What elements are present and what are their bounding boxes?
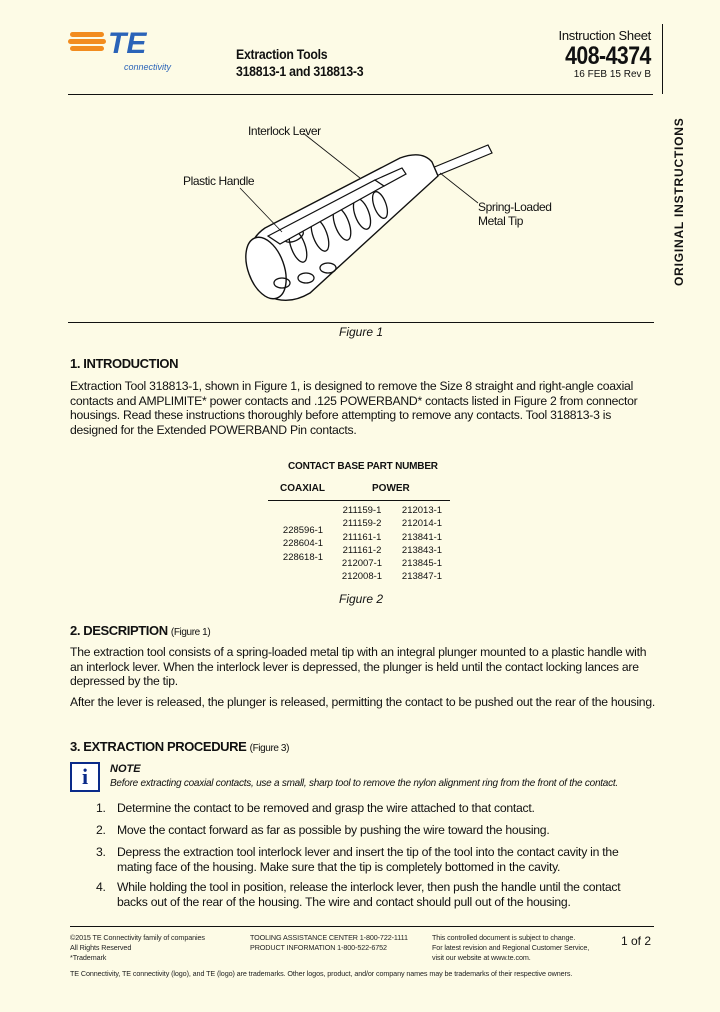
info-icon: i — [81, 764, 89, 789]
power-column-b — [394, 504, 450, 584]
step-number: 4. — [96, 880, 106, 894]
title-line-1: Extraction Tools — [236, 46, 328, 62]
step-number: 1. — [96, 801, 106, 815]
figure-1-caption: Figure 1 — [338, 325, 384, 339]
footer-line: *Trademark — [70, 953, 107, 962]
list-item: 211159-1 — [342, 505, 382, 516]
power-column-a — [334, 504, 390, 584]
list-item: 212008-1 — [341, 571, 383, 583]
section-2-heading — [70, 623, 210, 638]
footer-website-link[interactable]: visit our website at www.te.com. — [432, 953, 531, 962]
brand-sub-text: connectivity — [124, 62, 172, 72]
section-3-title: 3. EXTRACTION PROCEDURE — [70, 739, 247, 754]
te-connectivity-logo — [68, 26, 198, 76]
list-item: 228596-1 — [282, 525, 324, 536]
section-3-heading — [70, 739, 289, 754]
list-item — [96, 845, 641, 874]
step-number: 2. — [96, 823, 106, 837]
step-number: 3. — [96, 845, 106, 859]
note-info-icon — [70, 762, 100, 792]
section-1-heading: 1. INTRODUCTION — [70, 356, 179, 371]
footer-trademark-line: TE Connectivity, TE connectivity (logo), and TE (logo) are trademarks. Other logos, product, and/or company names may be trademarks of their respective owners. — [70, 969, 573, 978]
sheet-info — [550, 28, 651, 80]
document-title — [236, 46, 363, 80]
list-item: 228618-1 — [282, 551, 324, 563]
note-title: NOTE — [110, 763, 141, 775]
figure-1-rule — [68, 322, 654, 323]
title-line-2: 318813-1 and 318813-3 — [236, 63, 364, 79]
list-item: 212013-1 — [401, 505, 443, 516]
list-item: 212014-1 — [401, 518, 443, 530]
list-item: 211159-2 — [342, 518, 382, 530]
table-title: CONTACT BASE PART NUMBER — [288, 461, 438, 472]
table-header-power: POWER — [372, 483, 410, 494]
footer-line: All Rights Reserved — [70, 943, 132, 952]
sheet-date-rev: 16 FEB 15 Rev B — [573, 69, 651, 80]
table-header-coaxial: COAXIAL — [280, 483, 325, 494]
header-divider — [68, 94, 653, 95]
step-text: While holding the tool in position, release the interlock lever, then push the handle until the contact backs out of the rear of the housing. The wire and contact should pull out of the housing. — [117, 880, 621, 909]
list-item: 211161-2 — [342, 544, 382, 556]
footer-line: For latest revision and Regional Customer Service, — [432, 943, 590, 952]
footer-copyright — [70, 933, 230, 963]
side-label: ORIGINAL INSTRUCTIONS — [672, 117, 686, 286]
brand-text: TE — [108, 27, 147, 60]
footer-line: PRODUCT INFORMATION 1-800-522-6752 — [250, 943, 387, 952]
list-item: 212007-1 — [341, 558, 383, 570]
list-item: 228604-1 — [282, 538, 324, 550]
header-vertical-divider — [662, 24, 663, 94]
footer-contacts — [250, 933, 425, 953]
list-item — [96, 823, 641, 838]
section-2-paragraph-1: The extraction tool consists of a spring-loaded metal tip with an integral plunger mounted to a plastic handle with an interlock lever. When the interlock lever is depressed, the plunger is held until the contact locking lances are depressed by the tip. — [70, 645, 647, 688]
te-logo-mark — [68, 26, 198, 76]
section-2-title: 2. DESCRIPTION — [70, 623, 168, 638]
section-2-paragraph-2: After the lever is released, the plunger is released, permitting the contact to be pushed out the rear of the housing. — [70, 695, 655, 709]
list-item: 211161-1 — [342, 531, 382, 543]
list-item — [96, 880, 641, 909]
extraction-tool-drawing — [170, 118, 530, 308]
section-1-paragraph: Extraction Tool 318813-1, shown in Figure 1, is designed to remove the Size 8 straight and right-angle coaxial contacts and AMPLIMITE* power contacts and .125 POWERBAND* contacts listed in Figure 2 from connector housings. Read these instructions thoroughly before attempting to remove any contacts. Tool 318813-3 is designed for the Extended POWERBAND Pin contacts. — [70, 379, 638, 437]
note-text: Before extracting coaxial contacts, use a small, sharp tool to remove the nylon alignment ring from the front of the contact. — [110, 778, 618, 789]
step-text: Depress the extraction tool interlock lever and insert the tip of the tool into the contact cavity in the mating face of the housing. Make sure that the tip is completely bottomed in the cavity. — [117, 845, 619, 874]
footer-line: ©2015 TE Connectivity family of companies — [70, 933, 205, 942]
section-2-figure-ref: (Figure 1) — [170, 627, 211, 638]
step-text: Determine the contact to be removed and grasp the wire attached to that contact. — [117, 801, 535, 815]
figure-2-caption: Figure 2 — [338, 592, 384, 606]
list-item: 213847-1 — [401, 571, 443, 583]
sheet-label: Instruction Sheet — [558, 28, 651, 43]
coaxial-column — [276, 524, 330, 564]
footer-document-control — [432, 933, 617, 963]
callout-interlock-lever: Interlock Lever — [248, 124, 321, 138]
page-number: 1 of 2 — [620, 934, 651, 948]
figure-1-illustration — [170, 118, 530, 313]
footer-line: TOOLING ASSISTANCE CENTER 1-800-722-1111 — [250, 933, 408, 942]
list-item: 213841-1 — [401, 531, 443, 543]
list-item — [96, 801, 641, 816]
footer-line: This controlled document is subject to change. — [432, 933, 576, 942]
sheet-number: 408-4374 — [565, 42, 651, 70]
list-item: 213843-1 — [401, 544, 443, 556]
section-3-figure-ref: (Figure 3) — [249, 743, 290, 754]
list-item: 213845-1 — [401, 558, 443, 570]
step-text: Move the contact forward as far as possible by pushing the wire toward the housing. — [117, 823, 550, 837]
callout-metal-tip: Metal Tip — [478, 214, 524, 228]
callout-spring-loaded: Spring-Loaded — [478, 200, 552, 214]
callout-plastic-handle: Plastic Handle — [183, 174, 255, 188]
footer-divider — [70, 926, 654, 927]
table-rule — [268, 500, 450, 501]
